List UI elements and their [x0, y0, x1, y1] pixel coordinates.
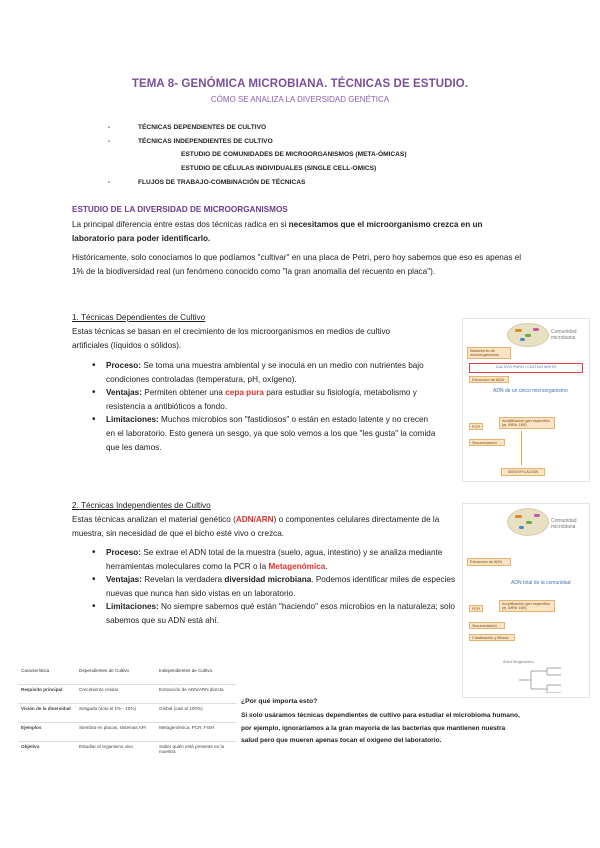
figure-culture-independent: Comunidad microbiana Extracción de ADN ADN total de la comunidad PCR Amplificación gen específico (ej. ARNr 16S) Secuenciación Clasificación y filtrado Árbol filogenético: [462, 503, 590, 698]
bullet-proceso: • Proceso: Se extrae el ADN total de la muestra (suelo, agua, intestino) y se analiza mediante herramientas moleculares como la PCR o la Metagenómica.: [92, 546, 462, 573]
table-header-row: Característica Dependientes de Cultivo Independientes de Cultivo: [21, 668, 213, 673]
section-heading-diversidad: ESTUDIO DE LA DIVERSIDAD DE MICROORGANISMOS: [72, 205, 288, 214]
toc-subitem: ESTUDIO DE COMUNIDADES DE MICROORGANISMOS (META-ÓMICAS): [181, 151, 407, 158]
toc-subitem: ESTUDIO DE CÉLULAS INDIVIDUALES (SINGLE CELL-OMICS): [181, 165, 377, 172]
bullet-limitaciones: • Limitaciones: No siempre sabemos qué están "haciendo" esos microbios en la naturaleza; solo sabemos que su ADN está ahí.: [92, 600, 462, 627]
why-answer: Si solo usáramos técnicas dependientes de cultivo para estudiar el microbioma humano, por ejemplo, ignoraríamos a la gran mayoría de las bacterias que mantienen nuestra salud pero que mueren apenas tocan el oxígeno del laboratorio.: [241, 712, 520, 744]
section2-intro: Estas técnicas analizan el material genético (ADN/ARN) o componentes celulares directamente de la muestra, sin necesidad de que el bicho esté vivo o crezca.: [72, 515, 440, 538]
page-subtitle: CÓMO SE ANALIZA LA DIVERSIDAD GENÉTICA: [210, 95, 390, 104]
bullet-ventajas: • Ventajas: Revelan la verdadera diversidad microbiana. Podemos identificar miles de especies nuevas que nunca han sido vistas en un laboratorio.: [92, 573, 462, 600]
table-row: Visión de la diversidad Sesgada (solo el 1% - 10%) Global (casi el 100%): [18, 704, 236, 723]
intro-paragraph-1: La principal diferencia entre estas dos técnicas radica en si necesitamos que el microorganismo crezca en un laboratorio para poder identificarlo.: [72, 220, 483, 243]
section1-heading: 1. Técnicas Dependientes de Cultivo: [72, 313, 206, 322]
toc-item: - TÉCNICAS DEPENDIENTES DE CULTIVO: [108, 124, 267, 131]
figure-culture-dependent: Comunidad microbiana Aislamiento de microorganismos CULTIVO PURO / CULTIVO MIXTO Extracción de ADN ADN de un único microorganismo PCR Amplificación gen específico (ej. ARNr 16S) Secuenciación IDENTIFICACIÓN: [462, 318, 590, 482]
page-title: TEMA 8- GENÓMICA MICROBIANA. TÉCNICAS DE ESTUDIO.: [131, 78, 469, 90]
table-row: Objetivo Estudiar el organismo vivo Saber quién está presente en la muestra: [18, 742, 236, 761]
toc-item: - FLUJOS DE TRABAJO-COMBINACIÓN DE TÉCNICAS: [108, 179, 306, 186]
comparison-table: [18, 666, 236, 760]
section2-heading: 2. Técnicas Independientes de Cultivo: [72, 501, 211, 510]
section2-bullets: [92, 546, 462, 628]
toc-item: - TÉCNICAS INDEPENDIENTES DE CULTIVO: [108, 138, 273, 145]
phylogenetic-tree-icon: [517, 667, 567, 693]
section1-intro: Estas técnicas se basan en el crecimiento de los microorganismos en medios de cultivo artificiales (líquidos o sólidos).: [72, 327, 391, 350]
section1-bullets: [92, 359, 437, 454]
table-row: Requisito principal Crecimiento celular Extracción de ADN/ARN directa: [18, 685, 236, 704]
table-row: Ejemplos Siembra en placas, sistemas API Metagenómica, PCR, FISH: [18, 723, 236, 742]
bullet-limitaciones: • Limitaciones: Muchos microbios son "fastidiosos" o están en estado latente y no crecen en el laboratorio. Esto genera un sesgo, ya que solo vemos a los que "les gusta" la comida que les damos.: [92, 413, 437, 454]
bullet-proceso: • Proceso: Se toma una muestra ambiental y se inocula en un medio con nutrientes bajo condiciones controladas (temperatura, pH, oxígeno).: [92, 359, 437, 386]
intro-paragraph-2: Históricamente, solo conocíamos lo que podíamos "cultivar" en una placa de Petri, pero hoy sabemos que eso es apenas el 1% de la biodiversidad real (un fenómeno conocido como "la gran anomalía del recuento en placa").: [72, 253, 522, 276]
why-question: ¿Por qué importa esto?: [241, 698, 318, 705]
bullet-ventajas: • Ventajas: Permiten obtener una cepa pura para estudiar su fisiología, metabolismo y resistencia a antibióticos a fondo.: [92, 386, 437, 413]
